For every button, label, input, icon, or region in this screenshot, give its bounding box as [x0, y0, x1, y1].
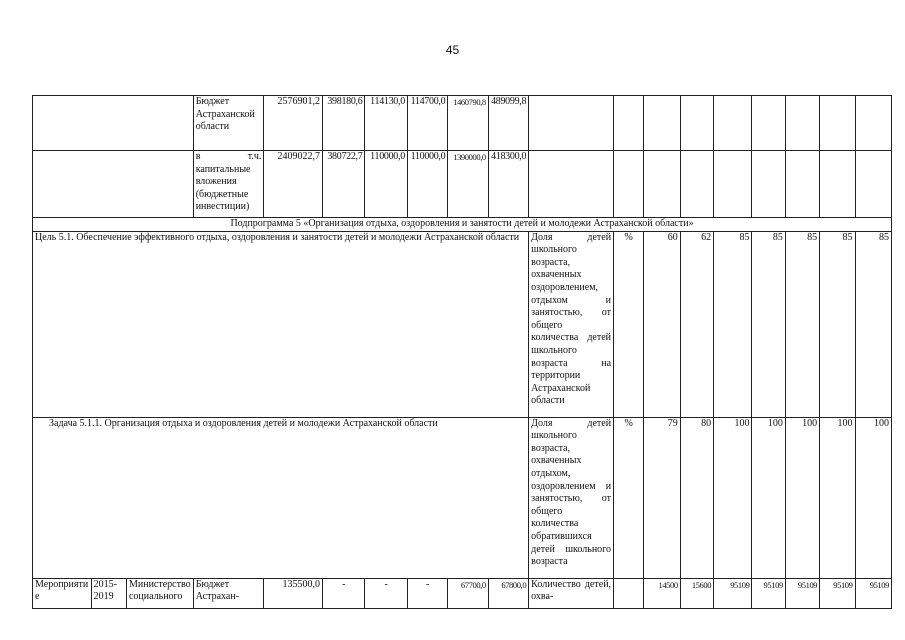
indicator-value: 79: [644, 417, 680, 578]
empty-cell: [33, 151, 194, 218]
indicator-value: 100: [785, 417, 819, 578]
year-amount-cell: 114130,0: [365, 96, 407, 151]
subprogram-title: Подпрограмма 5 «Организация отдыха, оздоровления и занятости детей и молодежи Астраханской области»: [33, 218, 892, 232]
table-row-goal: [33, 231, 892, 417]
table-row-task: [33, 417, 892, 578]
empty-cell: [785, 96, 819, 151]
indicator-value: 60: [644, 231, 680, 417]
empty-cell: [644, 96, 680, 151]
activity-label: Мероприятие: [33, 578, 92, 608]
empty-cell: [644, 151, 680, 218]
indicator-value: 15600: [680, 578, 713, 608]
year-amount-cell: 1390000,0: [448, 151, 488, 218]
year-amount-cell: -: [323, 578, 365, 608]
indicator-value: 85: [820, 231, 855, 417]
goal-text: Цель 5.1. Обеспечение эффективного отдыха, оздоровления и занятости детей и молодежи Астраханской области: [33, 231, 529, 417]
empty-cell: [614, 96, 644, 151]
empty-cell: [33, 96, 194, 151]
indicator-value: 95109: [855, 578, 891, 608]
table-row-subprogram: [33, 218, 892, 232]
empty-cell: [680, 151, 713, 218]
empty-cell: [855, 151, 891, 218]
empty-cell: [820, 96, 855, 151]
year-amount-cell: 67800,0: [488, 578, 528, 608]
year-amount-cell: 489099,8: [488, 96, 528, 151]
empty-cell: [680, 96, 713, 151]
indicator-value: 85: [752, 231, 785, 417]
year-amount-cell: 398180,6: [323, 96, 365, 151]
funding-source-cell: Бюджет Астраханской области: [193, 96, 264, 151]
indicator-name: Количество детей, охва-: [529, 578, 614, 608]
indicator-value: 100: [714, 417, 752, 578]
activity-period: 2015-2019: [91, 578, 126, 608]
indicator-value: 85: [785, 231, 819, 417]
indicator-unit: %: [614, 231, 644, 417]
indicator-value: 95109: [752, 578, 785, 608]
year-amount-cell: -: [407, 578, 447, 608]
activity-executor: Министерство социального: [126, 578, 193, 608]
empty-cell: [785, 151, 819, 218]
empty-cell: [614, 151, 644, 218]
funding-source-cell: Бюджет Астрахан-: [193, 578, 264, 608]
indicator-unit: %: [614, 417, 644, 578]
indicator-name: Доля детей школьного возраста, охваченных отдыхом, оздоровлением и занятостью, от общего количества обратившихся детей школьного возраста: [529, 417, 614, 578]
table-row-capital-investment: [33, 151, 892, 218]
indicator-unit: [614, 578, 644, 608]
empty-cell: [752, 151, 785, 218]
empty-cell: [714, 96, 752, 151]
total-amount-cell: 2576901,2: [264, 96, 323, 151]
year-amount-cell: 418300,0: [488, 151, 528, 218]
empty-cell: [855, 96, 891, 151]
empty-cell: [752, 96, 785, 151]
table-row-activity: [33, 578, 892, 608]
indicator-value: 62: [680, 231, 713, 417]
indicator-value: 100: [752, 417, 785, 578]
year-amount-cell: 110000,0: [407, 151, 447, 218]
indicator-value: 100: [855, 417, 891, 578]
year-amount-cell: 1460790,8: [448, 96, 488, 151]
indicator-value: 14500: [644, 578, 680, 608]
funding-source-cell: в т.ч. капитальные вложения (бюджетные инвестиции): [193, 151, 264, 218]
total-amount-cell: 135500,0: [264, 578, 323, 608]
indicator-value: 80: [680, 417, 713, 578]
page-number: 45: [445, 43, 460, 57]
task-text: Задача 5.1.1. Организация отдыха и оздоровления детей и молодежи Астраханской области: [33, 417, 529, 578]
indicator-value: 85: [714, 231, 752, 417]
year-amount-cell: 67700,0: [448, 578, 488, 608]
table-row-budget: [33, 96, 892, 151]
indicator-value: 100: [820, 417, 855, 578]
year-amount-cell: 380722,7: [323, 151, 365, 218]
year-amount-cell: 114700,0: [407, 96, 447, 151]
indicator-value: 85: [855, 231, 891, 417]
program-table: [32, 95, 892, 609]
total-amount-cell: 2409022,7: [264, 151, 323, 218]
empty-cell: [714, 151, 752, 218]
empty-cell: [529, 96, 614, 151]
indicator-name: Доля детей школьного возраста, охваченных оздоровлением, отдыхом и занятостью, от общего количества детей школьного возраста на территории Астраханской области: [529, 231, 614, 417]
empty-cell: [529, 151, 614, 218]
indicator-value: 95109: [820, 578, 855, 608]
indicator-value: 95109: [714, 578, 752, 608]
year-amount-cell: 110000,0: [365, 151, 407, 218]
year-amount-cell: -: [365, 578, 407, 608]
empty-cell: [820, 151, 855, 218]
indicator-value: 95109: [785, 578, 819, 608]
